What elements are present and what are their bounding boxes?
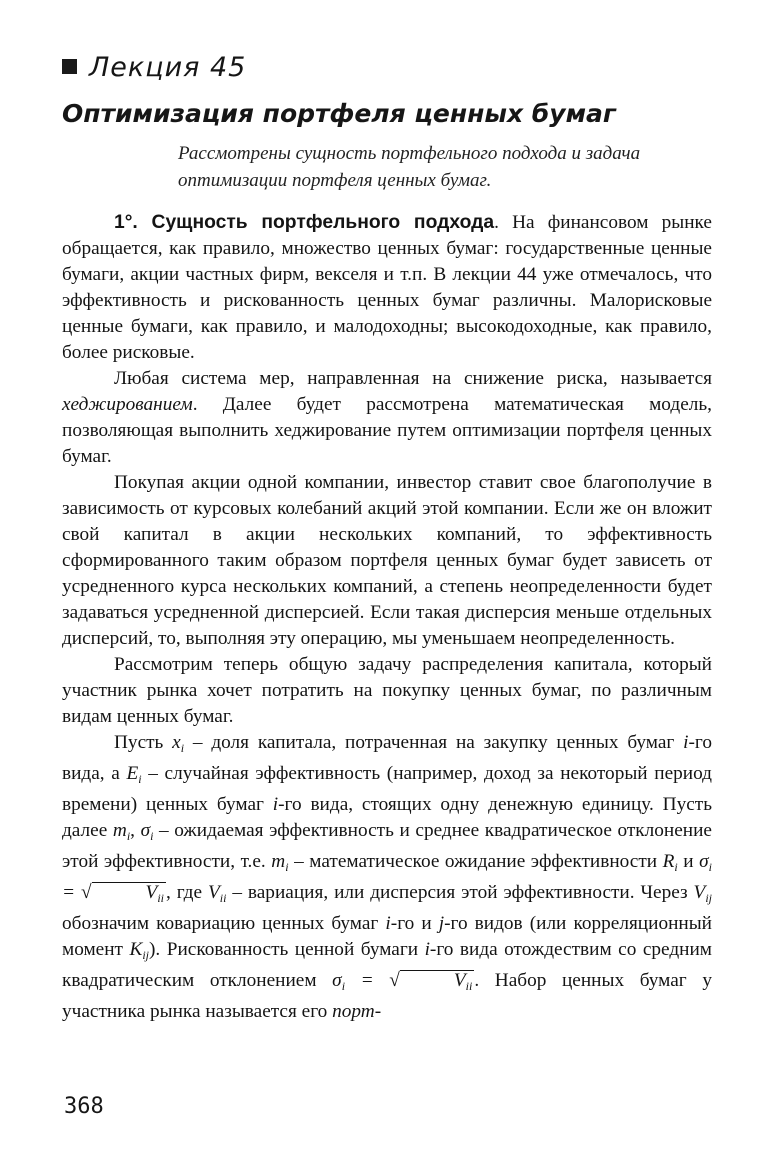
math-V-ij: $V_{ij}$	[693, 882, 712, 905]
math-x-i: $x_i$	[172, 732, 185, 755]
paragraph-4: Рассмотрим теперь общую задачу распределения капитала, который участник рынка хочет потратить на покупку ценных бумаг, по различным видам ценных бумаг.	[62, 654, 712, 727]
math-E-i: $E_i$	[126, 763, 142, 786]
math-K-ij: $K_{ij}$	[129, 939, 150, 962]
paragraph-5: Пусть $x_i$ – доля капитала, потраченная на закупку ценных бумаг i-го вида, а $E_i$ – случайная эффективность (например, доход за некоторый период времени) ценных бумаг i-го вида, стоящих одну денежную единицу. Пусть далее $m_i$, $\sigma_i$ – ожидаемая эффективность и среднее квадратическое отклонение этой эффективности, т.е. $m_i$ – математическое ожидание эффективности $R_i$ и $\sigma_i$ = √ $V_{ii}$ , где $V_{ii}$ – вариация, или дисперсия этой эффективности. Через $V_{ij}$ обозначим ковариацию ценных бумаг i-го и j-го видов (или корреляционный момент $K_{ij}$). Рискованность ценной бумаги i-го вида отождествим со средним квадратическим отклонением $\sigma_i$ = √ $V_{ii}$ . Набор ценных бумаг у участника рынка называется его порт-	[62, 732, 713, 1022]
section-heading: 1°. Сущность портфельного подхода	[114, 212, 495, 233]
lecture-abstract: Рассмотрены сущность портфельного подхода и задача оптимизации портфеля ценных бумаг.	[178, 143, 641, 191]
math-m-i-2: $m_i$	[271, 851, 289, 874]
math-sigma-i: $\sigma_i$	[140, 820, 154, 843]
paragraph-2: Любая система мер, направленная на снижение риска, называется хеджированием. Далее будет рассмотрена математическая модель, позволяющая выполнить хеджирование путем оптимизации портфеля ценных бумаг.	[62, 368, 712, 467]
math-sigma-eq-sqrt-Vii-2: $\sigma_i$ = √ $V_{ii}$	[332, 970, 474, 991]
math-m-i: $m_i$	[112, 820, 131, 843]
body-text	[62, 210, 712, 1025]
term-hedging: хеджированием	[62, 394, 193, 415]
math-sigma-eq-sqrt-Vii: $\sigma_i$ = √ $V_{ii}$	[62, 851, 712, 903]
math-V-ii: $V_{ii}$	[207, 882, 227, 905]
term-portfolio: порт-	[332, 1001, 382, 1022]
math-R-i: $R_i$	[662, 851, 678, 874]
page-number: 368	[64, 1094, 104, 1119]
paragraph-3: Покупая акции одной компании, инвестор ставит свое благополучие в зависимость от курсовых колебаний акций этой компании. Если же он вложит свой капитал в акции нескольких компаний, то эффективность сформированного таким образом портфеля ценных бумаг будет зависеть от усредненного курса нескольких компаний, а степень неопределенности будет задаваться усредненной дисперсией. Если такая дисперсия меньше отдельных дисперсий, то, выполняя эту операцию, мы уменьшаем неопределенность.	[62, 472, 712, 649]
lecture-label: Лекция 45	[89, 52, 247, 83]
square-bullet-icon	[62, 59, 77, 74]
lecture-title: Оптимизация портфеля ценных бумаг	[62, 99, 616, 128]
paragraph-1: 1°. Сущность портфельного подхода. На финансовом рынке обращается, как правило, множество ценных бумаг: государственные ценные бумаги, акции частных фирм, векселя и т.п. В лекции 44 уже отмечалось, что эффективность и рискованность ценных бумаг различны. Малорисковые ценные бумаги, как правило, и малодоходны; высокодоходные, как правило, более рисковые.	[62, 212, 712, 363]
lecture-header	[62, 52, 246, 84]
